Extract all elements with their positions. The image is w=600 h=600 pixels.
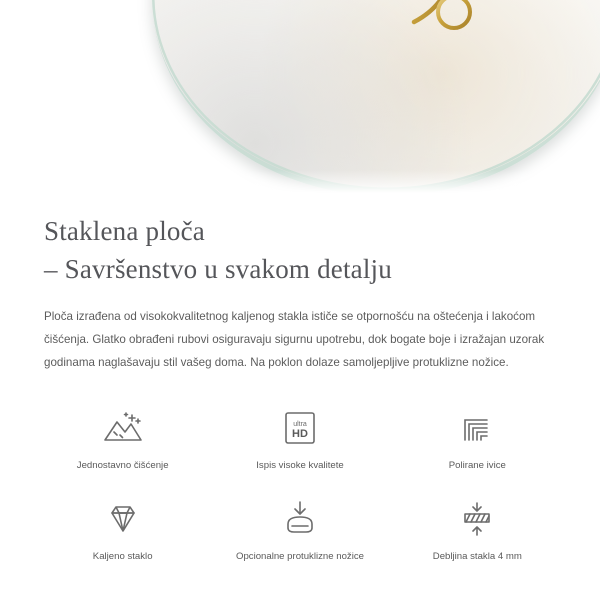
glass-thickness-icon <box>393 497 562 541</box>
marble-pattern <box>152 0 600 190</box>
feature-item <box>211 400 388 474</box>
polished-edges-icon <box>393 406 562 450</box>
hero-image <box>0 0 600 196</box>
badge-bottom-text: HD <box>292 428 308 441</box>
title-line-1: Staklena ploča <box>44 216 205 246</box>
feature-grid <box>0 400 600 565</box>
marble-veins-svg <box>152 0 600 190</box>
feature-label: Debljina stakla 4 mm <box>432 550 522 562</box>
description-paragraph: Ploča izrađena od visokokvalitetnog kaljenog stakla ističe se otpornošću na oštećenja i lakoćom čišćenja. Glatko obrađeni rubovi osiguravaju sigurnu upotrebu, dok bogate boje i izražajan uzorak godinama naglašavaju stil vašeg doma. Na poklon dolaze samoljepljive protuklizne nožice. <box>44 309 545 370</box>
feature-item <box>389 491 566 565</box>
page-title <box>44 212 556 289</box>
badge-top-text: ultra <box>293 421 307 429</box>
text-section <box>0 196 600 374</box>
feature-label: Jednostavno čišćenje <box>76 460 169 472</box>
ultra-hd-print-icon <box>215 406 384 450</box>
feature-item <box>34 400 211 474</box>
feature-label: Opcionalne protuklizne nožice <box>235 550 364 562</box>
feature-item <box>389 400 566 474</box>
feature-item <box>34 491 211 565</box>
feature-label: Polirane ivice <box>448 460 506 472</box>
feature-item <box>211 491 388 565</box>
easy-cleaning-icon <box>38 406 207 450</box>
anti-slip-feet-icon <box>215 497 384 541</box>
title-line-2: – Savršenstvo u svakom detalju <box>44 254 392 285</box>
feature-label: Ispis visoke kvalitete <box>256 460 344 472</box>
feature-label: Kaljeno staklo <box>92 550 153 562</box>
tempered-glass-diamond-icon <box>38 497 207 541</box>
glass-plate-shape <box>152 0 600 196</box>
